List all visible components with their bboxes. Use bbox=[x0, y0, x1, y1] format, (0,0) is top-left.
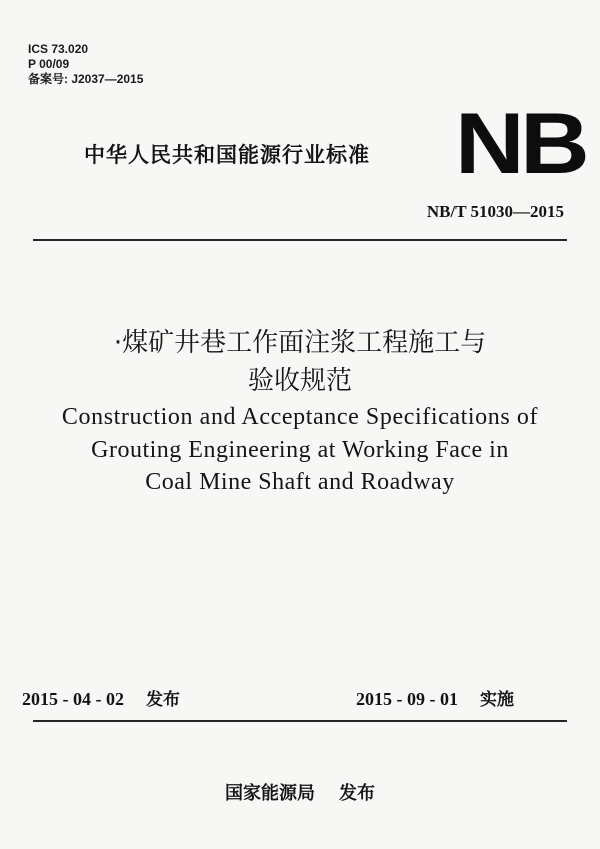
issue-date-group bbox=[22, 685, 180, 710]
issue-date: 2015 - 04 - 02 bbox=[22, 689, 124, 709]
publisher bbox=[0, 779, 600, 805]
top-divider bbox=[33, 239, 567, 241]
title-english-line-2: Grouting Engineering at Working Face in bbox=[91, 437, 509, 463]
standard-body-title: 中华人民共和国能源行业标准 bbox=[84, 143, 370, 167]
title-english-line-1: Construction and Acceptance Specifications of bbox=[61, 404, 539, 430]
implement-label: 实施 bbox=[480, 690, 514, 710]
implement-date-group bbox=[356, 685, 514, 710]
standard-number: NB/T 51030—2015 bbox=[426, 202, 564, 221]
title-chinese-line-1: ·煤矿井巷工作面注浆工程施工与 bbox=[113, 328, 487, 358]
title-chinese-line-2: 验收规范 bbox=[247, 366, 352, 396]
classification-code: P 00/09 bbox=[28, 57, 70, 71]
publisher-name: 国家能源局 bbox=[225, 783, 315, 804]
bottom-divider bbox=[33, 720, 567, 722]
record-number: 备案号: J2037—2015 bbox=[28, 72, 144, 86]
nb-logo: NB bbox=[455, 96, 586, 192]
ics-code: ICS 73.020 bbox=[28, 42, 89, 56]
title-english-line-3: Coal Mine Shaft and Roadway bbox=[145, 469, 455, 495]
issue-label: 发布 bbox=[146, 690, 180, 710]
implement-date: 2015 - 09 - 01 bbox=[356, 689, 458, 709]
publisher-action: 发布 bbox=[339, 783, 375, 804]
metadata-block bbox=[28, 42, 143, 87]
